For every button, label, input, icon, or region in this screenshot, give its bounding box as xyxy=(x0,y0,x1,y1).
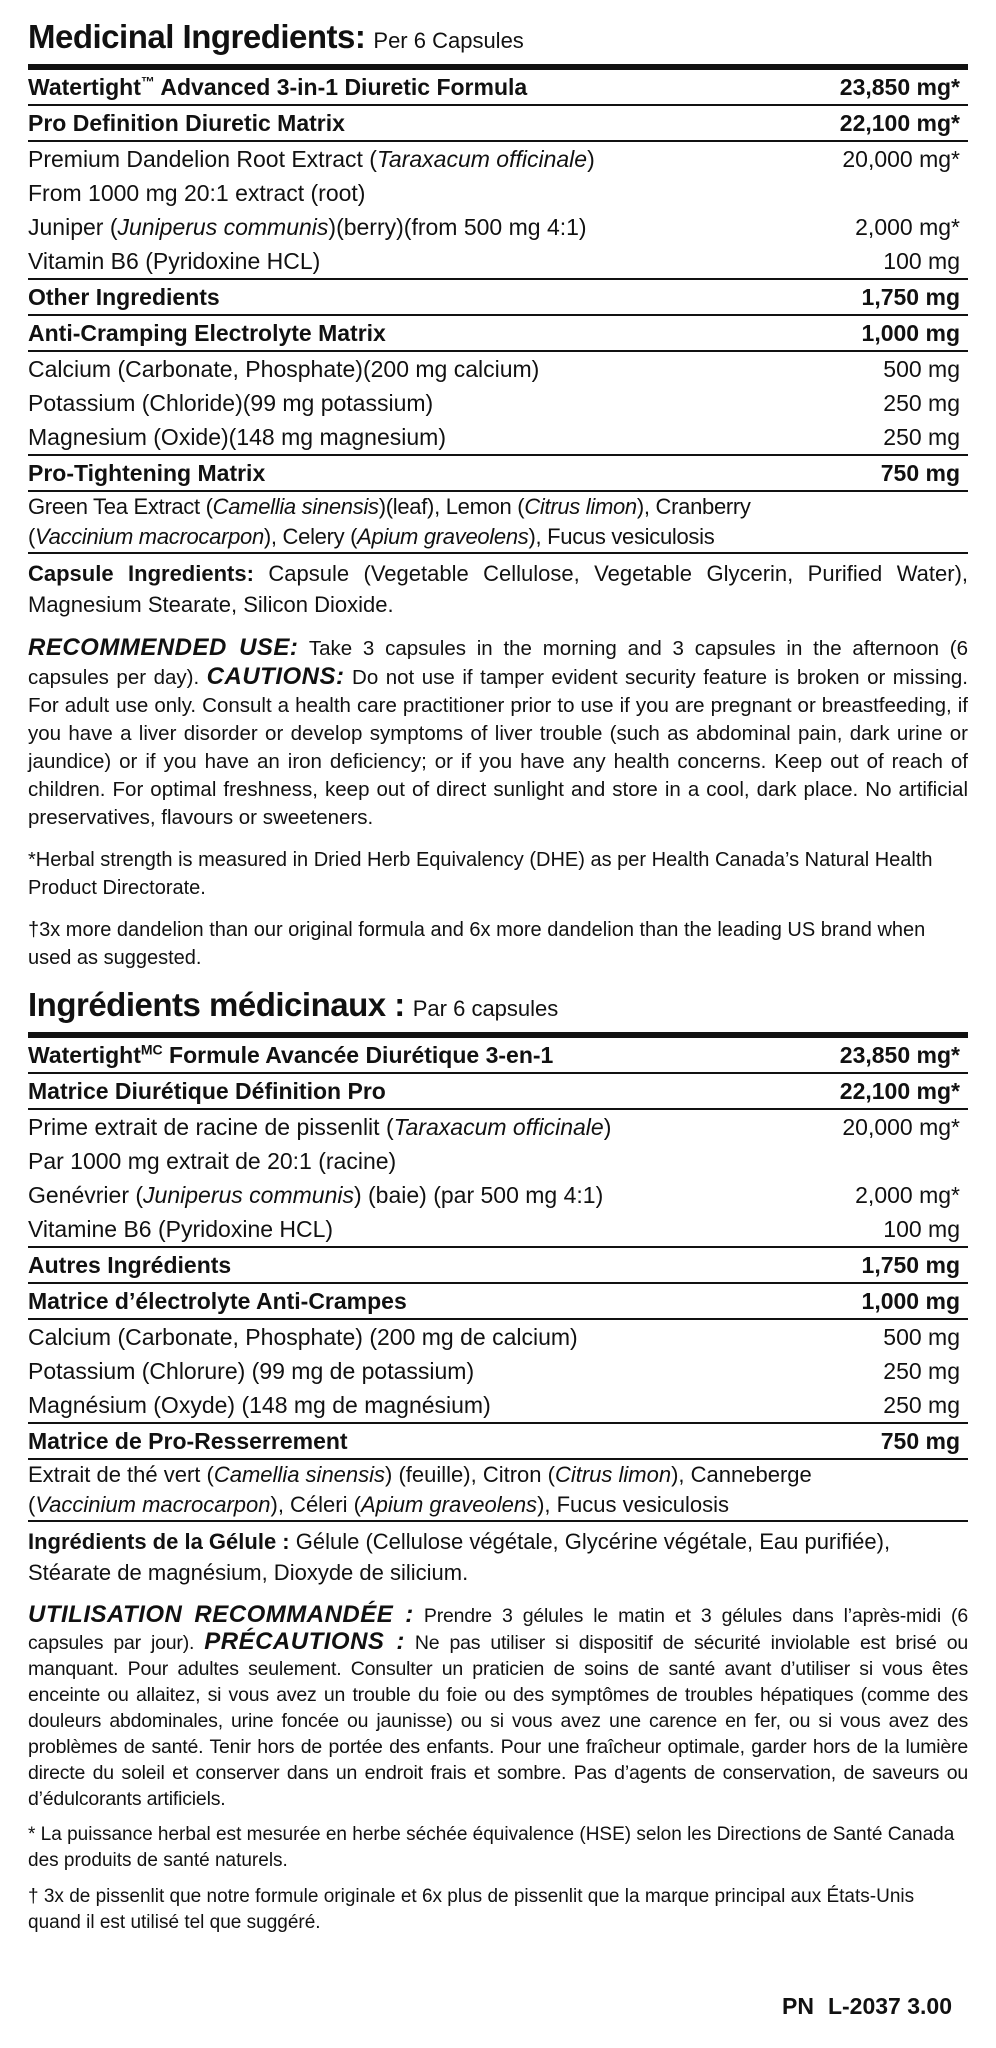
amount: 1,000 mg xyxy=(861,1287,960,1314)
amount: 750 mg xyxy=(880,1427,960,1454)
amount: 750 mg xyxy=(880,459,960,486)
fr-row-other: Autres Ingrédients 1,750 mg xyxy=(28,1251,960,1278)
en-row-formula: Watertight™ Advanced 3-in-1 Diuretic Formula 23,850 mg* xyxy=(28,72,960,100)
en-row-dandelion: Premium Dandelion Root Extract (Taraxacum officinale) 20,000 mg* xyxy=(28,145,960,172)
en-recommended-use: RECOMMENDED USE: Take 3 capsules in the morning and 3 capsules in the afternoon (6 capsules per day). CAUTIONS: Do not use if tamper evident security feature is broken or missing. For adult use only. Consult a health care practitioner prior to use if you are pregnant or breastfeeding, if you have a liver disorder or develop symptoms of liver trouble (such as abdominal pain, dark urine or jaundice) or if you have an iron deficiency; or if you have any health concerns. Keep out of reach of children. For optimal freshness, keep out of direct sunlight and store in a cool, dark place. No artificial preservatives, flavours or sweeteners. xyxy=(28,634,968,829)
fr-note-herbal-strength: * La puissance herbal est mesurée en herbe séchée équivalence (HSE) selon les Directions de Santé Canada des produits de santé naturels. xyxy=(28,1824,955,1871)
en-row-magnesium: Magnesium (Oxide)(148 mg magnesium) 250 mg xyxy=(28,423,960,450)
en-row-other: Other Ingredients 1,750 mg xyxy=(28,283,960,310)
fr-row-calcium: Calcium (Carbonate, Phosphate) (200 mg de calcium) 500 mg xyxy=(28,1323,960,1350)
fr-row-potassium: Potassium (Chlorure) (99 mg de potassium) 250 mg xyxy=(28,1357,960,1384)
en-heading-title: Medicinal Ingredients: xyxy=(28,18,366,55)
fr-row-electrolyte: Matrice d’électrolyte Anti-Crampes 1,000 mg xyxy=(28,1287,960,1314)
en-row-electrolyte: Anti-Cramping Electrolyte Matrix 1,000 mg xyxy=(28,319,960,346)
amount: 2,000 mg* xyxy=(855,213,960,240)
fr-note-dandelion: † 3x de pissenlit que notre formule originale et 6x plus de pissenlit que la marque principal aux États-Unis quand il est utilisé tel que suggéré. xyxy=(28,1886,915,1933)
en-capsule-ingredients: Capsule Ingredients: Capsule (Vegetable Cellulose, Vegetable Glycerin, Purified Water), Magnesium Stearate, Silicon Dioxide. xyxy=(28,561,969,617)
fr-capsule-ingredients: Ingrédients de la Gélule : Gélule (Cellulose végétale, Glycérine végétale, Eau purifiée), Stéarate de magnésium, Dioxyde de silicium. xyxy=(28,1529,891,1585)
en-row-calcium: Calcium (Carbonate, Phosphate)(200 mg calcium) 500 mg xyxy=(28,355,960,382)
amount: 22,100 mg* xyxy=(839,109,960,136)
part-number xyxy=(782,1993,952,2020)
en-tightening-list: Green Tea Extract (Camellia sinensis)(leaf), Lemon (Citrus limon), Cranberry (Vaccinium macrocarpon), Celery (Apium graveolens), Fucus vesiculosis xyxy=(28,494,751,549)
amount: 23,850 mg* xyxy=(839,73,960,100)
fr-heading-serving: Par 6 capsules xyxy=(412,996,559,1021)
amount: 500 mg xyxy=(883,1323,960,1350)
amount: 100 mg xyxy=(883,1215,960,1242)
fr-row-magnesium: Magnésium (Oxyde) (148 mg de magnésium) 250 mg xyxy=(28,1391,960,1418)
amount: 250 mg xyxy=(883,1357,960,1384)
amount: 500 mg xyxy=(883,355,960,382)
fr-row-diuretic-matrix: Matrice Diurétique Définition Pro 22,100 mg* xyxy=(28,1077,960,1104)
divider xyxy=(28,552,968,554)
fr-row-juniper: Genévrier (Juniperus communis) (baie) (par 500 mg 4:1) 2,000 mg* xyxy=(28,1181,960,1208)
en-row-b6: Vitamin B6 (Pyridoxine HCL) 100 mg xyxy=(28,247,960,274)
supplement-facts-label xyxy=(28,18,968,1936)
fr-row-dandelion: Prime extrait de racine de pissenlit (Taraxacum officinale) 20,000 mg* xyxy=(28,1113,960,1140)
amount: 1,750 mg xyxy=(861,283,960,310)
amount: 1,000 mg xyxy=(861,319,960,346)
part-number-label: PN xyxy=(782,1993,814,2019)
en-row-juniper: Juniper (Juniperus communis)(berry)(from 500 mg 4:1) 2,000 mg* xyxy=(28,213,960,240)
en-note-herbal-strength: *Herbal strength is measured in Dried Herb Equivalency (DHE) as per Health Canada’s Natural Health Product Directorate. xyxy=(28,849,933,899)
en-note-dandelion: †3x more dandelion than our original formula and 6x more dandelion than the leading US brand when used as suggested. xyxy=(28,919,926,969)
amount: 250 mg xyxy=(883,423,960,450)
amount: 250 mg xyxy=(883,1391,960,1418)
amount: 23,850 mg* xyxy=(839,1041,960,1068)
amount: 1,750 mg xyxy=(861,1251,960,1278)
amount: 250 mg xyxy=(883,389,960,416)
amount: 2,000 mg* xyxy=(855,1181,960,1208)
en-heading xyxy=(28,18,968,64)
amount: 20,000 mg* xyxy=(842,145,960,172)
amount: 22,100 mg* xyxy=(839,1077,960,1104)
en-heading-serving: Per 6 Capsules xyxy=(373,28,524,53)
part-number-value: L-2037 3.00 xyxy=(827,1993,952,2019)
fr-heading xyxy=(28,986,968,1032)
fr-heading-title: Ingrédients médicinaux : xyxy=(28,986,405,1023)
en-row-dandelion-extract: From 1000 mg 20:1 extract (root) xyxy=(28,179,366,206)
amount: 20,000 mg* xyxy=(842,1113,960,1140)
fr-tightening-list: Extrait de thé vert (Camellia sinensis) (feuille), Citron (Citrus limon), Canneberge (Vaccinium macrocarpon), Céleri (Apium graveolens), Fucus vesiculosis xyxy=(28,1462,812,1517)
amount: 100 mg xyxy=(883,247,960,274)
en-row-tightening: Pro-Tightening Matrix 750 mg xyxy=(28,459,960,486)
en-row-diuretic-matrix: Pro Definition Diuretic Matrix 22,100 mg* xyxy=(28,109,960,136)
divider xyxy=(28,1520,968,1522)
en-row-potassium: Potassium (Chloride)(99 mg potassium) 250 mg xyxy=(28,389,960,416)
fr-row-formula: Watertight$^{MC}$ Formule Avancée Diurétique 3-en-1 23,850 mg* xyxy=(28,1040,960,1068)
fr-row-b6: Vitamine B6 (Pyridoxine HCL) 100 mg xyxy=(28,1215,960,1242)
fr-row-tightening: Matrice de Pro-Resserrement 750 mg xyxy=(28,1427,960,1454)
fr-recommended-use: UTILISATION RECOMMANDÉE : Prendre 3 gélules le matin et 3 gélules dans l’après-midi (6 capsules par jour). PRÉCAUTIONS : Ne pas utiliser si dispositif de sécurité inviolable est brisé ou manquant. Pour adultes seulement. Consulter un praticien de soins de santé avant d’utiliser si vous êtes enceinte ou allaitez, si vous avez un trouble du foie ou des symptômes de troubles hépatiques (comme des douleurs abdominales, urine foncée ou jaunisse) ou si vous avez une carence en fer, ou si vous avez des problèmes de santé. Tenir hors de portée des enfants. Pour une fraîcheur optimale, garder hors de la lumière directe du soleil et conserver dans un endroit frais et sombre. Pas d’agents de conservation, de saveurs ou d’édulcorants artificiels. xyxy=(28,1601,969,1810)
fr-row-dandelion-extract: Par 1000 mg extrait de 20:1 (racine) xyxy=(28,1147,397,1174)
